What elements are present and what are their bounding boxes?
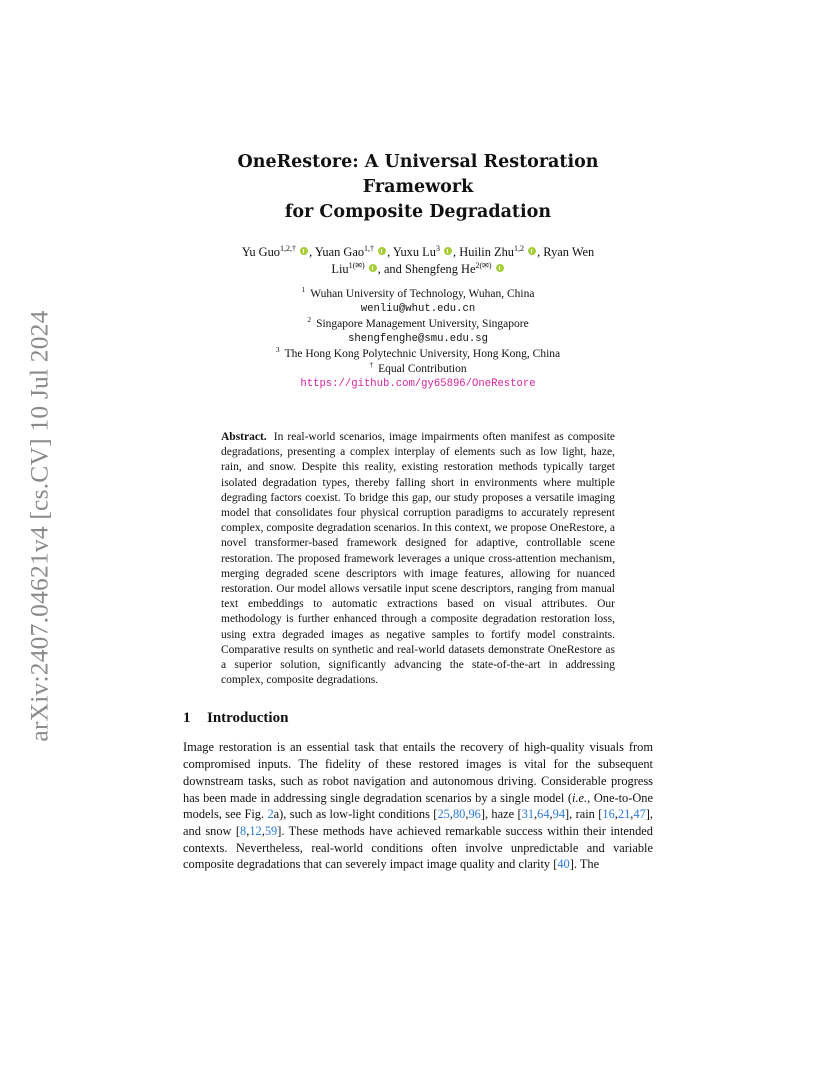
citation[interactable]: 8 [240,823,247,838]
citation[interactable]: 94 [552,807,566,822]
author-list: Yu Guo$^{1,2,\dagger}$ , Yuan Gao$^{1,\dagger}$ , Yuxu Lu$^3$ , Huilin Zhu$^{1,2}$ , Ryan Wen Liu$^{1(✉)}$ , and Shengfeng $He^{2(✉)}$ [241,243,595,276]
text-italic: i.e. [572,790,588,805]
arxiv-stamp [16,296,64,756]
text-run: ]. These methods have achieved remarkable success within their intended contexts. Nevertheless, real-world conditions often involve unpredictable and variable composite degradations that can severely impact image quality and clarity [ [183,823,654,872]
text-run: ], and snow [ [183,807,653,838]
figure-ref[interactable]: 2 [267,807,274,822]
author-sup: 1(✉) [348,260,365,270]
equal-mark: † [369,360,374,370]
text-run: ]. The [569,857,600,872]
text-run: Image restoration is an essential task that entails the recovery of high-quality visuals from compromised inputs. The fidelity of these restored images is vital for the subsequent downstream tasks, such as robot navigation and autonomous driving. Considerable progress has been made in addressing single degradation scenarios by a single model ( [183,740,653,805]
text-run: , One-to-One models, see Fig. [183,790,654,822]
orcid-icon[interactable] [496,264,504,272]
section-title: Introduction [207,710,289,727]
abstract-text: In real-world scenarios, image impairments often manifest as composite degradations, presenting a complex interplay of elements such as low light, haze, rain, and snow. Despite this reality, existing restoration methods typically target isolated degradation types, thereby falling short in environments where multiple degrading factors coexist. To bridge this gap, our study proposes a versatile imaging model that consolidates four physical corruption paradigms to accurately represent complex, composite degradation scenarios. In this context, we propose OneRestore, a novel transformer-based framework designed for adaptive, controllable scene restoration. The proposed framework leverages a unique cross-attention mechanism, merging degraded scene descriptors with image features, allowing for nuanced restoration. Our model allows versatile input scene descriptors, ranging from manual text embeddings to automatic extractions based on visual attributes. Our methodology is further enhanced through a composite degradation restoration loss, using extra degraded images as negative samples to fortify model constraints. Comparative results on synthetic and real-world datasets demonstrate OneRestore as a superior solution, significantly advancing the state-of-the-art in addressing complex, composite degradations. [221,431,615,687]
affiliation-text: Wuhan University of Technology, Wuhan, China [310,288,535,300]
citation[interactable]: 21 [617,807,631,822]
author-conjunction: and [383,262,402,276]
citation[interactable]: 80 [452,807,466,822]
text-run: ], haze [ [480,807,522,822]
affiliation-2 [183,317,653,332]
paper-page [183,150,653,873]
citation[interactable]: 96 [468,807,481,822]
author-sup: 2(✉) [475,260,492,270]
citation[interactable]: 16 [602,807,615,822]
section-heading [183,710,653,727]
title-line-2: for Composite Degradation [284,202,552,222]
author-name: Ryan Wen [543,245,595,259]
text-run: ], rain [ [565,807,603,822]
section-number: 1 [183,710,191,727]
affiliation-number: 3 [275,345,280,355]
equal-contribution [183,362,653,377]
orcid-icon[interactable] [378,247,386,255]
github-link[interactable]: https://github.com/gy65896/OneRestore [300,378,536,390]
affiliation-number: 1 [301,285,306,295]
orcid-icon[interactable] [369,264,377,272]
equal-text: Equal Contribution [378,363,467,375]
author-sup: 1,2,† [279,243,296,253]
orcid-icon[interactable] [300,247,308,255]
author-name: Shengfeng He [404,262,476,276]
email-1[interactable]: wenliu@whut.edu.cn [360,303,476,315]
author-sup: 1,† [364,243,375,253]
title-line-1: OneRestore: A Universal Restoration Framework [237,152,599,197]
citation[interactable]: 47 [633,807,646,822]
orcid-icon[interactable] [444,247,452,255]
text-run: a), such as low-light conditions [ [273,807,438,822]
orcid-icon[interactable] [528,247,536,255]
author-name: Liu [331,262,349,276]
intro-paragraph: Image restoration is an essential task that entails the recovery of high-quality visuals from compromised inputs. The fidelity of these restored images is vital for the subsequent downstream tasks, such as robot navigation and autonomous driving. Considerable progress has been made in addressing single degradation scenarios by a single model (i.e., One-to-One models, see Fig. 2a), such as low-light conditions [25,80,96], haze [31,64,94], rain [16,21,47], and snow [8,12,59]. These methods have achieved remarkable success within their intended contexts. Nevertheless, real-world conditions often involve unpredictable and variable composite degradations that can severely impact image quality and clarity [40]. The [183,740,654,872]
affiliations [183,287,653,392]
author-name: Yuxu Lu [392,245,436,259]
email-2[interactable]: shengfenghe@smu.edu.sg [348,333,488,345]
author-sup: 3 [435,243,440,253]
arxiv-id: arXiv:2407.04621v4 [cs.CV] 10 Jul 2024 [25,310,54,742]
citation[interactable]: 64 [537,807,550,822]
citation[interactable]: 59 [264,823,278,838]
citation[interactable]: 31 [521,807,535,822]
author-name: Huilin Zhu [459,245,514,259]
affiliation-text: Singapore Management University, Singapore [316,318,529,330]
author-name: Yu Guo [241,245,280,259]
paper-title [183,150,653,225]
citation[interactable]: 12 [249,823,262,838]
author-name: Yuan Gao [314,245,365,259]
affiliation-1 [183,287,653,302]
affiliation-number: 2 [307,315,312,325]
citation[interactable]: 25 [437,807,450,822]
affiliation-3 [183,347,653,362]
author-sup: 1,2 [513,243,524,253]
affiliation-text: The Hong Kong Polytechnic University, Hong Kong, China [284,348,561,360]
abstract [221,430,615,688]
citation[interactable]: 40 [557,857,570,872]
abstract-label: Abstract. [221,431,267,443]
